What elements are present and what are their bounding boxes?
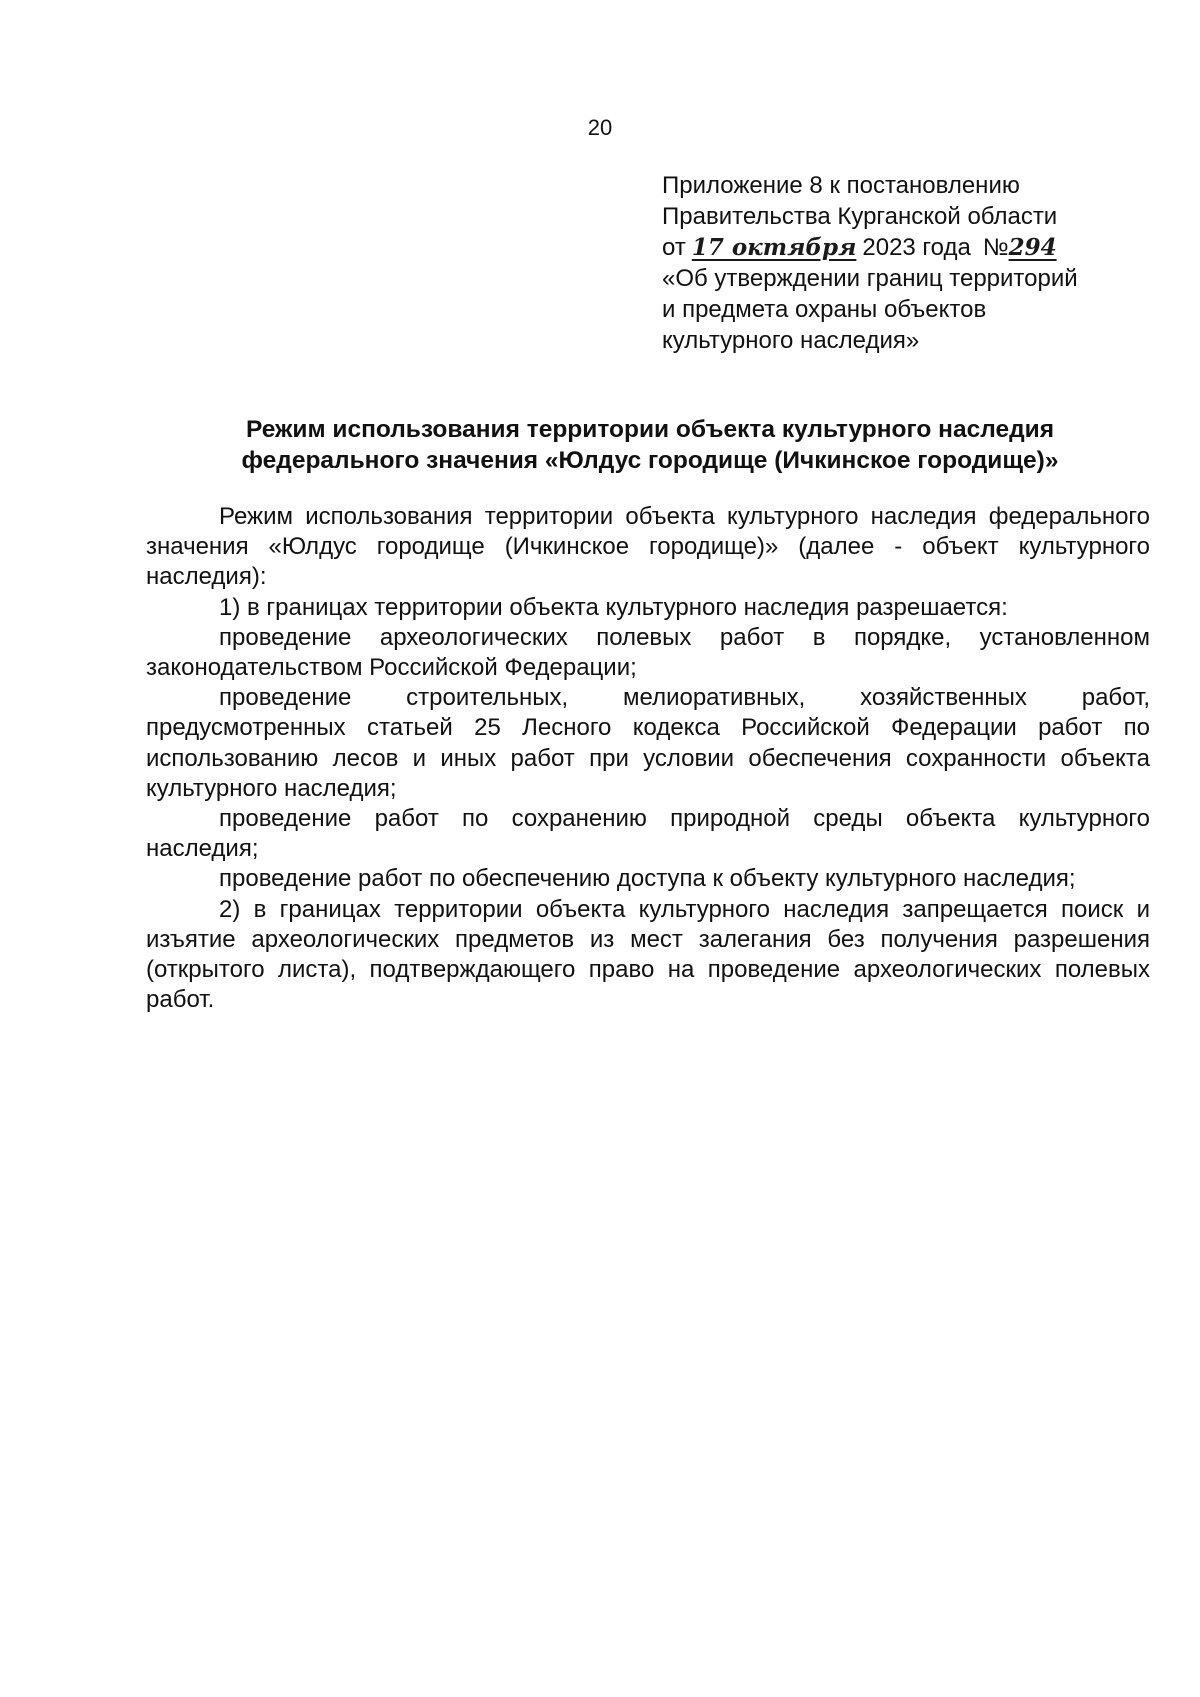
body-paragraph: проведение работ по обеспечению доступа к объекту культурного наследия; (219, 865, 1076, 893)
appendix-header (662, 170, 1132, 356)
body-paragraph: 1) в границах территории объекта культурного наследия разрешается: (219, 593, 1008, 621)
body-paragraph: 2) в границах территории объекта культурного наследия запрещается поиск и изъятие археологических предметов из мест залегания без получения разрешения (открытого листа), подтверждающего право на проведение археологических полевых работ. (146, 895, 1150, 1014)
appendix-line-4: «Об утверждении границ территорий (662, 265, 1078, 292)
document-body (146, 502, 1150, 1015)
number-sign: № (982, 234, 1009, 261)
handwritten-number: 294 (1008, 234, 1057, 261)
appendix-line-1: Приложение 8 к постановлению (662, 172, 1020, 199)
page-number: 20 (587, 115, 613, 140)
title-line-1: Режим использования территории объекта культурного наследия (246, 416, 1054, 443)
body-paragraph: Режим использования территории объекта культурного наследия федерального значения «Юлдус городище (Ичкинское городище)» (далее - объект культурного наследия): (146, 503, 1150, 591)
body-paragraph: проведение работ по сохранению природной среды объекта культурного наследия; (146, 805, 1150, 863)
handwritten-date: 17 октября (691, 234, 857, 261)
date-prefix: от (662, 234, 686, 261)
date-year: 2023 года (862, 234, 971, 261)
appendix-line-3 (662, 232, 1132, 263)
title-line-2: федерального значения «Юлдус городище (Ичкинское городище)» (241, 447, 1059, 474)
document-title (140, 414, 1160, 476)
appendix-line-5: и предмета охраны объектов (662, 296, 987, 323)
body-paragraph: проведение строительных, мелиоративных, хозяйственных работ, предусмотренных статьей 25 Лесного кодекса Российской Федерации работ по использованию лесов и иных работ при условии обеспечения сохранности объекта культурного наследия; (146, 684, 1150, 802)
appendix-line-2: Правительства Курганской области (662, 203, 1058, 230)
appendix-line-6: культурного наследия» (662, 327, 920, 354)
body-paragraph: проведение археологических полевых работ в порядке, установленном законодательством Российской Федерации; (146, 623, 1150, 682)
